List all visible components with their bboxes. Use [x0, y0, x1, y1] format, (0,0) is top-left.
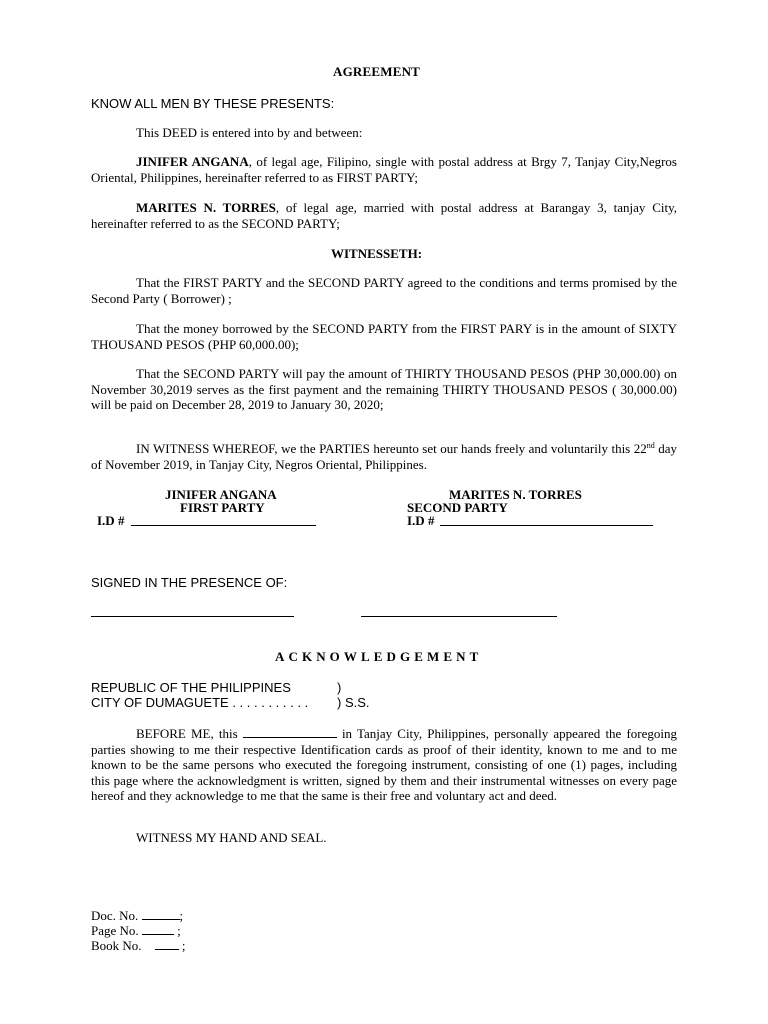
second-party-sign-role: SECOND PARTY	[407, 500, 508, 515]
first-party-sign-role: FIRST PARTY	[180, 500, 265, 515]
second-party-paragraph	[91, 200, 677, 231]
venue-republic: REPUBLIC OF THE PHILIPPINES	[91, 680, 291, 695]
acknowledgement-heading: ACKNOWLEDGEMENT	[275, 649, 483, 664]
book-no-line: Book No. ;	[91, 938, 186, 953]
book-no-label: Book No.	[91, 938, 142, 953]
page-no-line: Page No. ;	[91, 923, 181, 938]
witness-hand-line: WITNESS MY HAND AND SEAL.	[136, 830, 327, 845]
witness-1-signature-line	[91, 616, 294, 617]
witnesseth-heading: WITNESSETH:	[331, 246, 423, 261]
book-no-blank	[155, 937, 179, 950]
witness-2-signature-line	[361, 616, 557, 617]
second-party-id-line	[440, 525, 653, 526]
clause-1: That the FIRST PARTY and the SECOND PARTY agreed to the conditions and terms promised by the Second Party ( Borrower) ;	[91, 275, 677, 306]
before-me-start: BEFORE ME, this	[136, 726, 238, 741]
second-party-sign-name: MARITES N. TORRES	[449, 487, 582, 502]
first-party-sign-name: JINIFER ANGANA	[165, 487, 277, 502]
ordinal-suffix: nd	[646, 441, 655, 450]
before-me-paragraph	[91, 725, 677, 804]
second-party-details: , of legal age, married with postal address at Barangay 3, tanjay City, hereinafter referred to as the SECOND PARTY;	[91, 200, 677, 231]
witness-whereof-paragraph	[91, 441, 677, 472]
intro-line: This DEED is entered into by and between:	[136, 125, 363, 140]
document-title: AGREEMENT	[333, 64, 421, 79]
page-no-label: Page No.	[91, 923, 139, 938]
clause-2: That the money borrowed by the SECOND PARTY from the FIRST PARY is in the amount of SIXTY THOUSAND PESOS (PHP 60,000.00);	[91, 321, 677, 352]
first-party-id-label: I.D #	[97, 513, 125, 528]
venue-republic-bracket: )	[337, 680, 342, 695]
first-party-id-line	[131, 525, 316, 526]
witness-whereof-text: IN WITNESS WHEREOF, we the PARTIES hereunto set our hands freely and voluntarily this 22	[136, 441, 647, 456]
doc-no-label: Doc. No.	[91, 908, 139, 923]
signed-presence-line: SIGNED IN THE PRESENCE OF:	[91, 575, 288, 590]
before-me-rest: in Tanjay City, Philippines, personally appeared the foregoing parties showing to me their respective Identification cards as proof of their identity, known to me and to me known to be the same persons who executed the foregoing instrument, consisting of one (1) pages, including this page where the acknowledgment is written, signed by them and their instrumental witnesses on every page hereof and they acknowledge to me that the same is their free and voluntary act and deed.	[91, 726, 678, 803]
first-party-name: JINIFER ANGANA	[136, 154, 249, 169]
page-no-blank	[142, 922, 174, 935]
venue-ss: ) S.S.	[337, 695, 370, 710]
first-party-details: , of legal age, Filipino, single with postal address at Brgy 7, Tanjay City,Negros Oriental, Philippines, hereinafter referred to as FIRST PARTY;	[91, 154, 677, 185]
clause-3: That the SECOND PARTY will pay the amount of THIRTY THOUSAND PESOS (PHP 30,000.00) on November 30,2019 serves as the first payment and the remaining THIRTY THOUSAND PESOS ( 30,000.00) will be paid on December 28, 2019 to January 30, 2020;	[91, 366, 677, 412]
first-party-paragraph	[91, 154, 677, 185]
doc-no-blank	[142, 907, 180, 920]
opening-line: KNOW ALL MEN BY THESE PRESENTS:	[91, 96, 335, 111]
doc-no-line: Doc. No. ;	[91, 908, 184, 923]
second-party-name: MARITES N. TORRES	[136, 200, 276, 215]
date-blank	[243, 725, 337, 738]
venue-city: CITY OF DUMAGUETE . . . . . . . . . . .	[91, 695, 309, 710]
witness-whereof-text-end: day of November 2019, in Tanjay City, Negros Oriental, Philippines.	[91, 441, 677, 472]
second-party-id-label: I.D #	[407, 513, 435, 528]
